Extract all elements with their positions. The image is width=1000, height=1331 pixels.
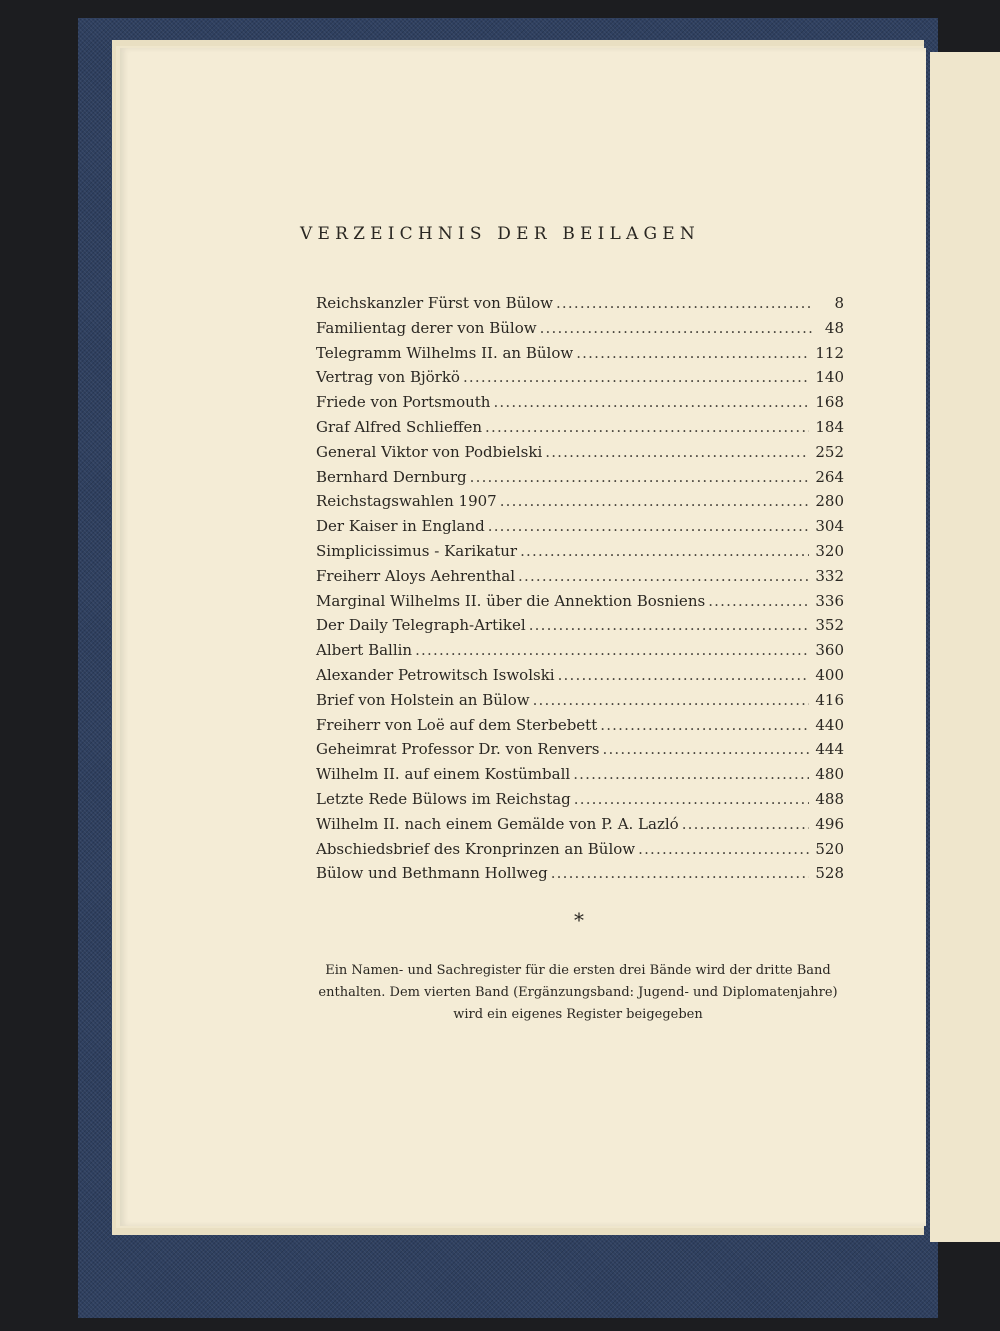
- toc-entry-title: Brief von Holstein an Bülow: [316, 690, 530, 709]
- dot-leader: [558, 666, 810, 684]
- toc-entry-title: Graf Alfred Schlieffen: [316, 417, 483, 436]
- note-line: enthalten. Dem vierten Band (Ergänzungsband: Jugend- und Diplomatenjahre): [318, 985, 838, 1000]
- toc-entry-title: Vertrag von Björkö: [316, 368, 460, 387]
- toc-entry-page: 112: [815, 343, 844, 362]
- toc-entry: [316, 492, 844, 517]
- toc-entry: [316, 666, 844, 691]
- page-title: VERZEICHNIS DER BEILAGEN: [300, 224, 700, 244]
- toc-entry-title: Abschiedsbrief des Kronprinzen an Bülow: [316, 839, 636, 858]
- toc-entry-title: Letzte Rede Bülows im Reichstag: [316, 789, 571, 808]
- toc-entry-page: 184: [815, 417, 844, 436]
- dot-leader: [556, 294, 814, 312]
- dot-leader: [488, 517, 810, 535]
- dot-leader: [708, 592, 809, 610]
- toc-entry-page: 168: [815, 393, 844, 412]
- toc-entry-page: 140: [815, 368, 844, 387]
- toc-entry-page: 480: [815, 765, 844, 784]
- toc-entry-page: 336: [815, 591, 844, 610]
- toc-entry-title: Albert Ballin: [316, 641, 413, 660]
- dot-leader: [540, 319, 814, 337]
- toc-entry: [316, 716, 844, 741]
- dot-leader: [682, 815, 810, 833]
- toc-entry-title: Marginal Wilhelms II. über die Annektion Bosniens: [316, 591, 706, 610]
- dot-leader: [638, 840, 809, 858]
- toc-entry: [316, 368, 844, 393]
- dot-leader: [518, 567, 809, 585]
- dot-leader: [529, 616, 810, 634]
- toc-entry-page: 264: [815, 467, 844, 486]
- dot-leader: [533, 691, 810, 709]
- toc-entry: [316, 294, 844, 319]
- toc-entry: [316, 691, 844, 716]
- toc-entry: [316, 740, 844, 765]
- dot-leader: [463, 368, 809, 386]
- dot-leader: [573, 765, 809, 783]
- toc-entry-page: 332: [815, 566, 844, 585]
- toc-entry: [316, 864, 844, 889]
- toc-entry-page: 252: [815, 442, 844, 461]
- toc-entry: [316, 840, 844, 865]
- toc-entry-title: Familientag derer von Bülow: [316, 318, 537, 337]
- toc-entry-title: Simplicissimus - Karikatur: [316, 541, 518, 560]
- toc-entry-page: 8: [834, 294, 844, 312]
- toc-entry-title: Telegramm Wilhelms II. an Bülow: [316, 343, 574, 362]
- toc-entry-page: 416: [815, 690, 844, 709]
- toc-entry: [316, 815, 844, 840]
- toc-entry: [316, 542, 844, 567]
- dot-leader: [485, 418, 809, 436]
- dot-leader: [415, 641, 809, 659]
- toc-entry-page: 48: [824, 318, 844, 337]
- toc-entry-page: 304: [815, 517, 844, 536]
- dot-leader: [520, 542, 809, 560]
- toc-entry: [316, 344, 844, 369]
- toc-entry-title: General Viktor von Podbielski: [316, 442, 543, 461]
- toc-entry: [316, 567, 844, 592]
- toc-entry-page: 360: [815, 641, 844, 660]
- toc-entry-title: Der Daily Telegraph-Artikel: [316, 616, 526, 635]
- note-line: wird ein eigenes Register beigegeben: [453, 1007, 703, 1022]
- toc-entry-page: 444: [815, 740, 844, 759]
- section-separator: *: [574, 908, 584, 932]
- toc-entry: [316, 418, 844, 443]
- dot-leader: [602, 740, 809, 758]
- toc-entry-page: 440: [815, 715, 844, 734]
- register-note: [300, 960, 856, 1026]
- dot-leader: [493, 393, 809, 411]
- toc-entry-title: Freiherr von Loë auf dem Sterbebett: [316, 715, 598, 734]
- toc-entry-title: Friede von Portsmouth: [316, 393, 491, 412]
- toc-entry-title: Geheimrat Professor Dr. von Renvers: [316, 740, 600, 759]
- toc-entry-page: 528: [815, 864, 844, 883]
- table-of-contents: [316, 294, 844, 889]
- dot-leader: [600, 716, 809, 734]
- toc-entry: [316, 443, 844, 468]
- toc-entry-title: Reichskanzler Fürst von Bülow: [316, 294, 553, 312]
- toc-entry-title: Der Kaiser in England: [316, 517, 485, 536]
- dot-leader: [470, 468, 810, 486]
- toc-entry: [316, 319, 844, 344]
- toc-entry: [316, 393, 844, 418]
- toc-entry: [316, 765, 844, 790]
- toc-entry: [316, 616, 844, 641]
- dot-leader: [500, 492, 810, 510]
- toc-entry-page: 488: [815, 789, 844, 808]
- toc-entry-title: Alexander Petrowitsch Iswolski: [316, 665, 555, 684]
- toc-entry-page: 496: [815, 814, 844, 833]
- toc-entry-title: Reichstagswahlen 1907: [316, 492, 497, 511]
- dot-leader: [576, 344, 809, 362]
- toc-entry: [316, 517, 844, 542]
- note-line: Ein Namen- und Sachregister für die ersten drei Bände wird der dritte Band: [325, 963, 831, 978]
- dot-leader: [551, 864, 810, 882]
- toc-entry: [316, 641, 844, 666]
- dot-leader: [545, 443, 809, 461]
- toc-entry-page: 520: [815, 839, 844, 858]
- toc-entry: [316, 468, 844, 493]
- toc-entry-page: 352: [815, 616, 844, 635]
- toc-entry-page: 320: [815, 541, 844, 560]
- toc-entry-title: Bernhard Dernburg: [316, 467, 467, 486]
- toc-entry: [316, 790, 844, 815]
- toc-entry-title: Freiherr Aloys Aehrenthal: [316, 566, 516, 585]
- toc-entry-title: Wilhelm II. auf einem Kostümball: [316, 765, 571, 784]
- toc-entry-page: 400: [815, 665, 844, 684]
- toc-entry: [316, 592, 844, 617]
- dot-leader: [574, 790, 810, 808]
- toc-entry-title: Wilhelm II. nach einem Gemälde von P. A. Lazló: [316, 814, 679, 833]
- toc-entry-page: 280: [815, 492, 844, 511]
- toc-entry-title: Bülow und Bethmann Hollweg: [316, 864, 548, 883]
